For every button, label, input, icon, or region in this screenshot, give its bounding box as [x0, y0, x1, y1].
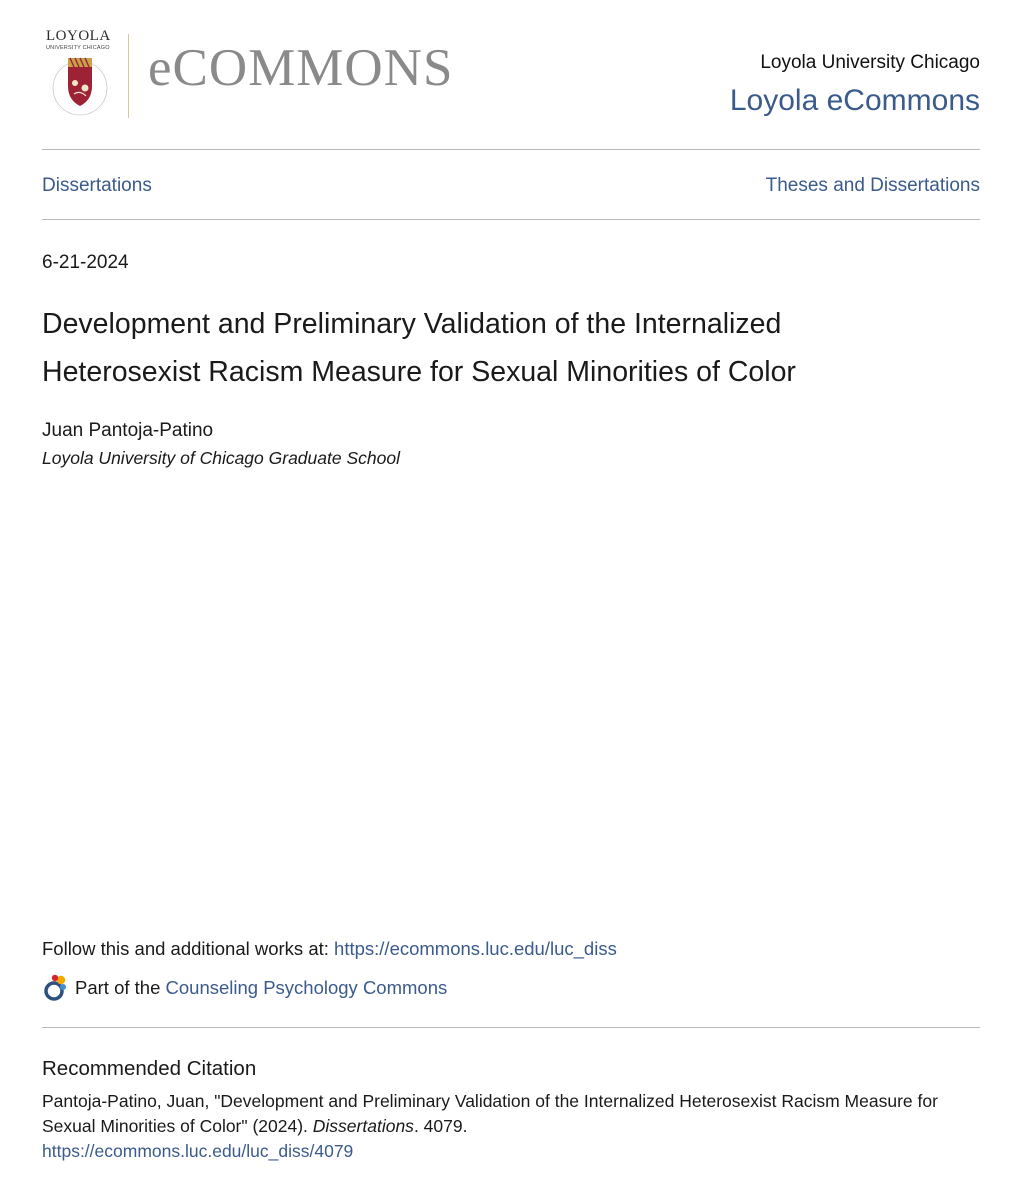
loyola-shield-logo: [42, 28, 122, 120]
follow-link[interactable]: https://ecommons.luc.edu/luc_diss: [334, 938, 617, 959]
citation-body: Pantoja-Patino, Juan, "Development and Preliminary Validation of the Internalized Heterosexist Racism Measure for Sexual Minorities of Color" (2024).: [42, 1091, 938, 1136]
divider-bottom: [42, 1027, 980, 1028]
institution-name: Loyola University Chicago: [760, 52, 980, 73]
repository-link[interactable]: Loyola eCommons: [729, 84, 980, 117]
document-title: [42, 300, 942, 396]
collection-link-dissertations[interactable]: Dissertations: [42, 175, 152, 196]
counseling-psychology-commons-link[interactable]: Counseling Psychology Commons: [165, 977, 448, 998]
ecommons-wordmark: eCOMMONS: [148, 39, 454, 97]
publication-date: 6-21-2024: [42, 252, 129, 273]
loyola-ecommons-logo[interactable]: [42, 28, 472, 120]
logo-divider: [128, 34, 129, 118]
citation-number: . 4079.: [413, 1116, 468, 1136]
author-affiliation: Loyola University of Chicago Graduate School: [42, 448, 400, 468]
divider-top: [42, 149, 980, 150]
citation-url-link[interactable]: https://ecommons.luc.edu/luc_diss/4079: [42, 1141, 354, 1161]
logo-university-chicago: UNIVERSITY CHICAGO: [46, 45, 110, 51]
author-name: Juan Pantoja-Patino: [42, 420, 214, 441]
divider-nav: [42, 219, 980, 220]
logo-loyola-word: LOYOLA: [46, 28, 111, 44]
follow-prefix: Follow this and additional works at:: [42, 938, 335, 959]
recommended-citation-heading: Recommended Citation: [42, 1057, 257, 1080]
title-line-1: Development and Preliminary Validation of the Internalized: [42, 308, 782, 340]
network-commons-icon: [42, 973, 70, 1003]
citation-journal: Dissertations: [312, 1116, 414, 1136]
follow-works: [42, 938, 617, 960]
citation-text: [42, 1089, 972, 1164]
part-of-line: [42, 970, 447, 1006]
partof-prefix: Part of the: [75, 977, 161, 998]
title-line-2: Heterosexist Racism Measure for Sexual Minorities of Color: [42, 356, 796, 388]
collection-link-theses-dissertations[interactable]: Theses and Dissertations: [765, 175, 980, 196]
